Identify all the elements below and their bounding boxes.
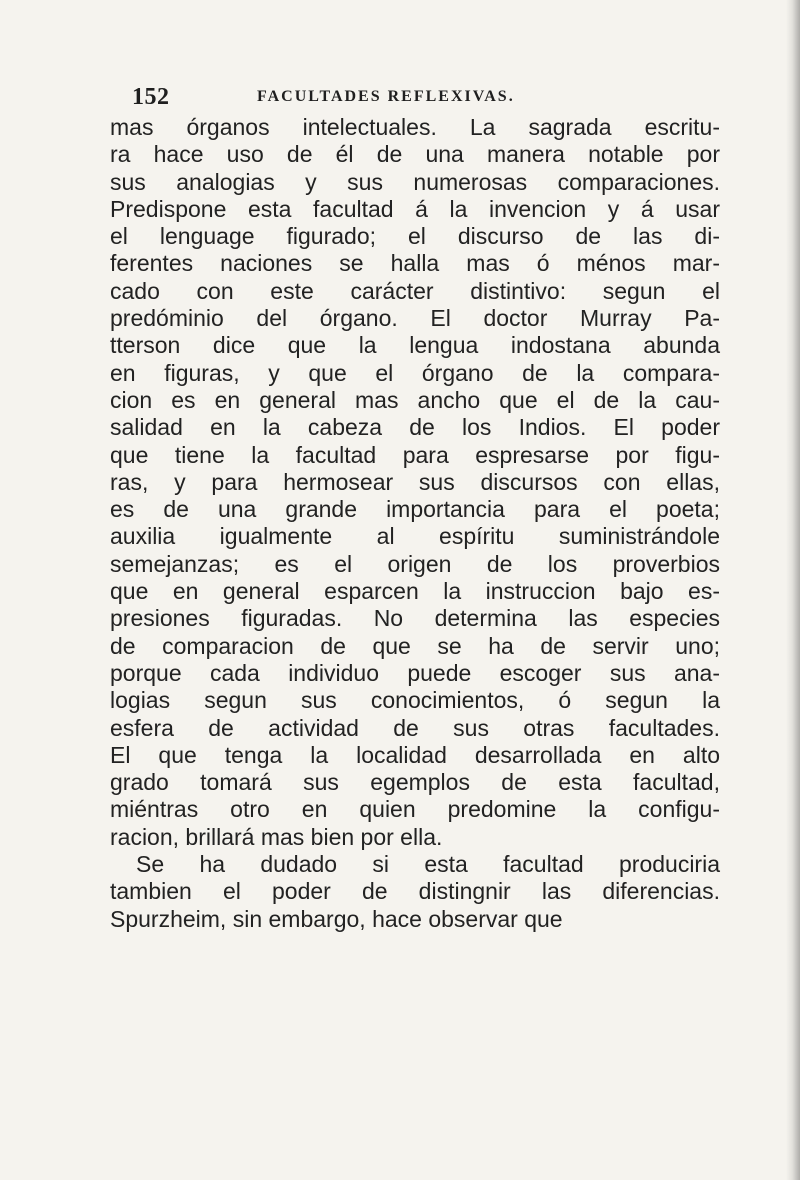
text-line: Se ha dudado si esta facultad produciria — [136, 851, 720, 878]
text-line: salidad en la cabeza de los Indios. El poder — [110, 414, 720, 441]
text-line: auxilia igualmente al espíritu suministrándole — [110, 523, 720, 550]
text-line: miéntras otro en quien predomine la configu- — [110, 796, 720, 823]
text-line: de comparacion de que se ha de servir uno; — [110, 632, 720, 659]
text-line: sus analogias y sus numerosas comparaciones. — [110, 168, 720, 195]
text-line: El que tenga la localidad desarrollada en alto — [110, 741, 720, 768]
text-line: ferentes naciones se halla mas ó ménos mar- — [110, 250, 720, 277]
page-edge-shadow — [786, 0, 800, 1180]
text-line: en figuras, y que el órgano de la compara- — [110, 359, 720, 386]
text-line: Predispone esta facultad á la invencion y á usar — [110, 195, 720, 222]
text-line: cion es en general mas ancho que el de la cau- — [110, 386, 720, 413]
body-text — [110, 114, 720, 933]
text-line: que tiene la facultad para espresarse por figu- — [110, 441, 720, 468]
text-line: tterson dice que la lengua indostana abunda — [110, 332, 720, 359]
text-line: Spurzheim, sin embargo, hace observar que — [110, 905, 563, 932]
text-line: semejanzas; es el origen de los proverbios — [110, 550, 720, 577]
page-header — [132, 84, 692, 112]
text-line: ras, y para hermosear sus discursos con ellas, — [110, 468, 720, 495]
text-line: racion, brillará mas bien por ella. — [110, 823, 443, 850]
text-line: presiones figuradas. No determina las especies — [110, 605, 720, 632]
text-line: mas órganos intelectuales. La sagrada escritu- — [110, 114, 720, 140]
text-line: predóminio del órgano. El doctor Murray Pa- — [110, 305, 720, 332]
text-line: grado tomará sus egemplos de esta facultad, — [110, 769, 720, 796]
text-line: porque cada individuo puede escoger sus ana- — [110, 659, 720, 686]
text-line: tambien el poder de distingnir las diferencias. — [110, 878, 720, 905]
text-line: el lenguage figurado; el discurso de las di- — [110, 223, 720, 250]
text-line: es de una grande importancia para el poeta; — [110, 496, 720, 523]
page-number: 152 — [132, 84, 170, 110]
running-head: FACULTADES REFLEXIVAS. — [257, 88, 515, 105]
text-line: cado con este carácter distintivo: segun el — [110, 277, 720, 304]
text-line: que en general esparcen la instruccion bajo es- — [110, 578, 720, 605]
text-line: esfera de actividad de sus otras facultades. — [110, 714, 720, 741]
text-line: ra hace uso de él de una manera notable por — [110, 141, 720, 168]
text-line: logias segun sus conocimientos, ó segun la — [110, 687, 720, 714]
